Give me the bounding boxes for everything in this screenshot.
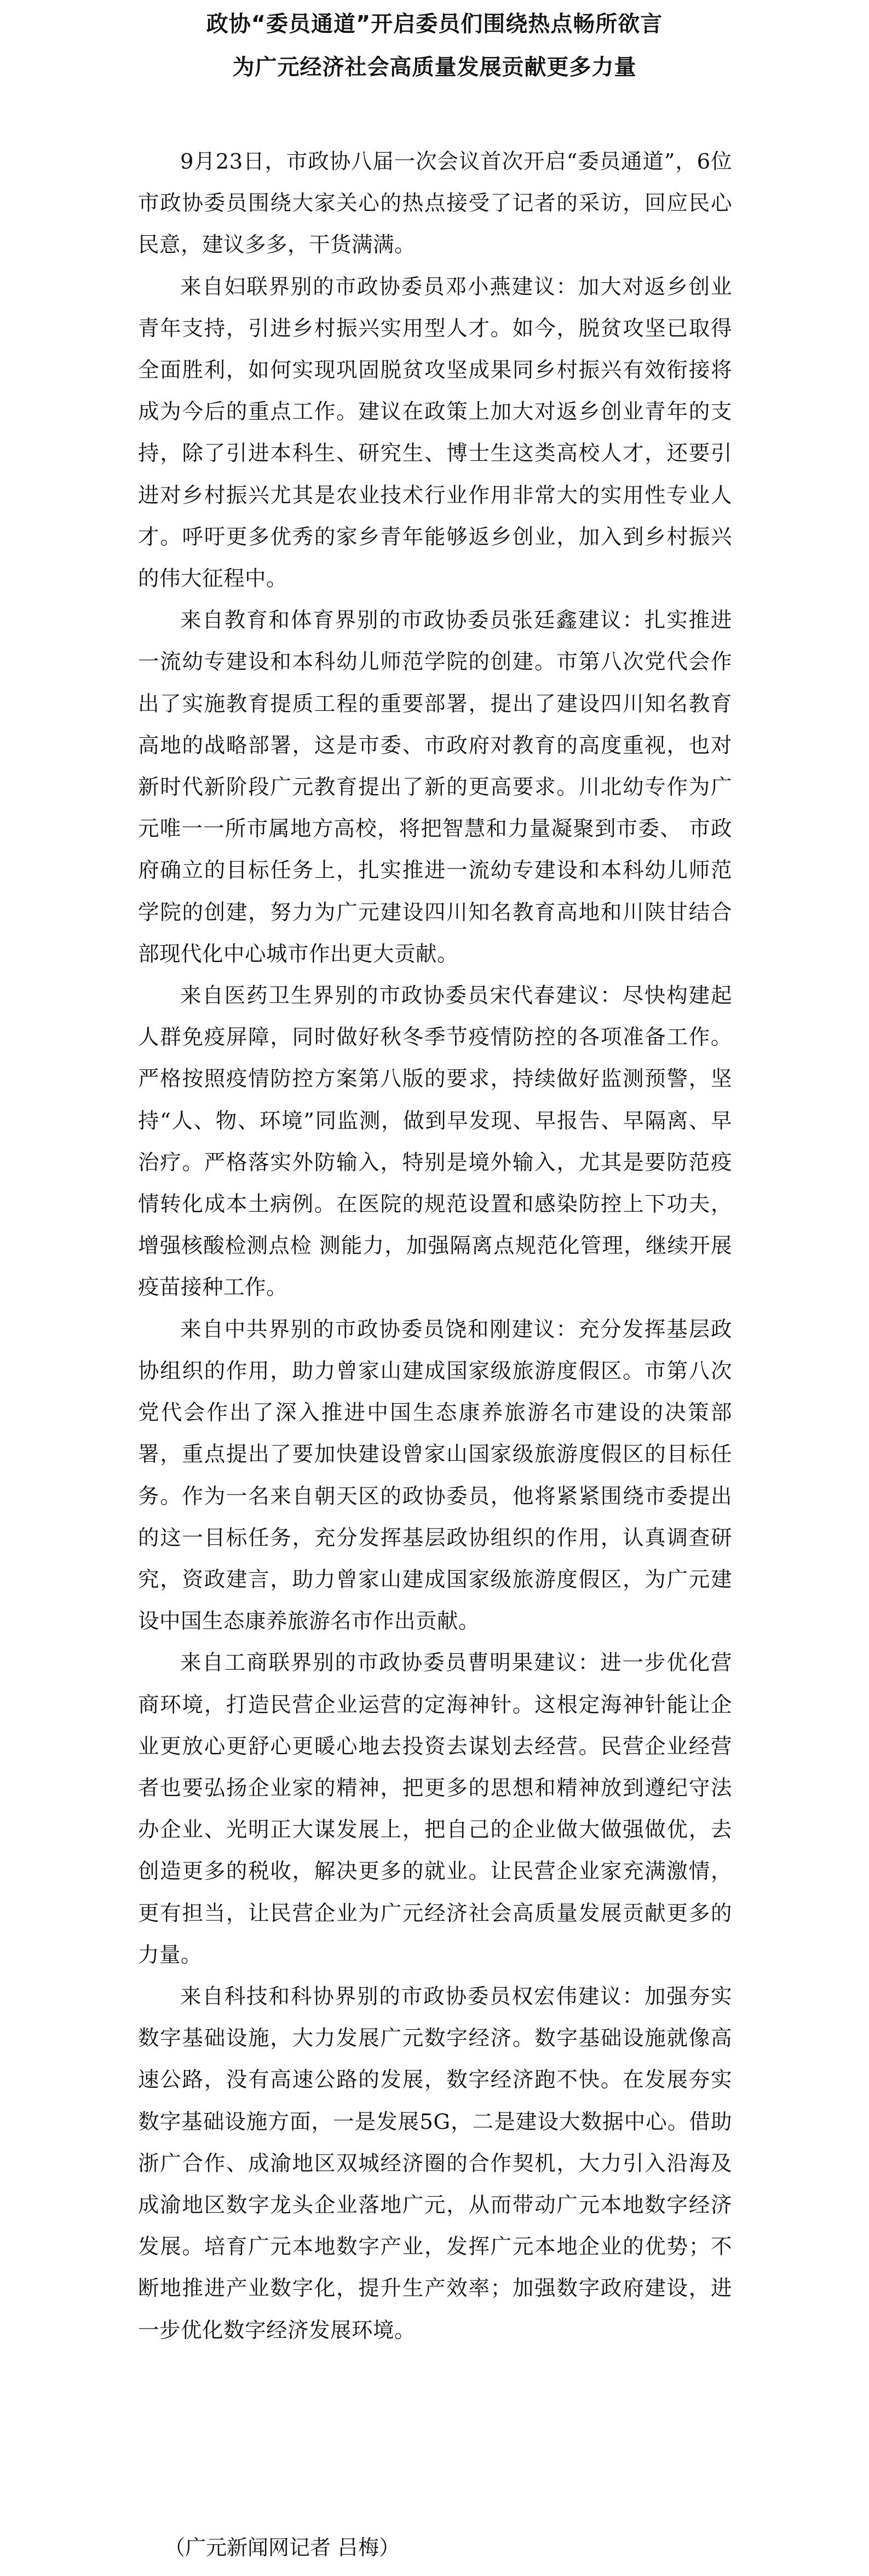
paragraph-cao-mingguo: 来自工商联界别的市政协委员曹明果建议：进一步优化营商环境，打造民营企业运营的定海神针。这根定海神针能让企业更放心更舒心更暖心地去投资去谋划去经营。民营企业经营者也要弘扬企业家的精神，把更多的思想和精神放到遵纪守法办企业、光明正大谋发展上，把自己的企业做大做强做优，去创造更多的税收，解决更多的就业。让民营企业家充满激情，更有担当，让民营企业为广元经济社会高质量发展贡献更多的力量。 xyxy=(138,1651,732,1967)
paragraph-song-daichun: 来自医药卫生界别的市政协委员宋代春建议：尽快构建起人群免疫屏障，同时做好秋冬季节疫情防控的各项准备工作。严格按照疫情防控方案第八版的要求，持续做好监测预警，坚持“人、物、环境”同监测，做到早发现、早报告、早隔离、早治疗。严格落实外防输入，特别是境外输入，尤其是要防范疫情转化成本土病例。在医院的规范设置和感染防控上下功夫，增强核酸检测点检 测能力，加强隔离点规范化管理，继续开展疫苗接种工作。 xyxy=(138,983,732,1300)
paragraph-intro: 9月23日，市政协八届一次会议首次开启“委员通道”，6位市政协委员围绕大家关心的热点接受了记者的采访，回应民心民意，建议多多，干货满满。 xyxy=(138,149,732,258)
paragraph-deng-xiaoyan: 来自妇联界别的市政协委员邓小燕建议：加大对返乡创业青年支持，引进乡村振兴实用型人才。如今，脱贫攻坚已取得全面胜利，如何实现巩固脱贫攻坚成果同乡村振兴有效衔接将成为今后的重点工作。建议在政策上加大对返乡创业青年的支持，除了引进本科生、研究生、博士生这类高校人才，还要引进对乡村振兴尤其是农业技术行业作用非常大的实用性专业人才。呼吁更多优秀的家乡青年能够返乡创业，加入到乡村振兴的伟大征程中。 xyxy=(138,274,732,592)
paragraph-rao-hegang: 来自中共界别的市政协委员饶和刚建议：充分发挥基层政协组织的作用，助力曾家山建成国家级旅游度假区。市第八次党代会作出了深入推进中国生态康养旅游名市建设的决策部署，重点提出了要加快建设曾家山国家级旅游度假区的目标任务。作为一名来自朝天区的政协委员，他将紧紧围绕市委提出的这一目标任务，充分发挥基层政协组织的作用，认真调查研究，资政建言，助力曾家山建成国家级旅游度假区，为广元建设中国生态康养旅游名市作出贡献。 xyxy=(138,1317,732,1634)
headline-line-2: 为广元经济社会高质量发展贡献更多力量 xyxy=(232,55,637,80)
headline-line-1: 政协“委员通道”开启委员们围绕热点畅所欲言 xyxy=(206,11,663,37)
byline: （广元新闻网记者 吕梅） xyxy=(164,2536,400,2560)
article-body xyxy=(138,141,732,2352)
paragraph-quan-hongwei: 来自科技和科协界别的市政协委员权宏伟建议：加强夯实数字基础设施，大力发展广元数字经济。数字基础设施就像高速公路，没有高速公路的发展，数字经济跑不快。在发展夯实数字基础设施方面，一是发展5G，二是建设大数据中心。借助浙广合作、成渝地区双城经济圈的合作契机，大力引入沿海及成渝地区数字龙头企业落地广元，从而带动广元本地数字经济发展。培育广元本地数字产业，发挥广元本地企业的优势；不断地推进产业数字化，提升生产效率；加强数字政府建设，进一步优化数字经济发展环境。 xyxy=(138,1984,732,2343)
paragraph-zhang-tingxin: 来自教育和体育界别的市政协委员张廷鑫建议：扎实推进一流幼专建设和本科幼儿师范学院的创建。市第八次党代会作出了实施教育提质工程的重要部署，提出了建设四川知名教育高地的战略部署，这是市委、市政府对教育的高度重视，也对新时代新阶段广元教育提出了新的更高要求。川北幼专作为广元唯一一所市属地方高校，将把智慧和力量凝聚到市委、 市政府确立的目标任务上，扎实推进一流幼专建设和本科幼儿师范学院的创建，努力为广元建设四川知名教育高地和川陕甘结合部现代化中心城市作出更大贡献。 xyxy=(138,608,732,966)
